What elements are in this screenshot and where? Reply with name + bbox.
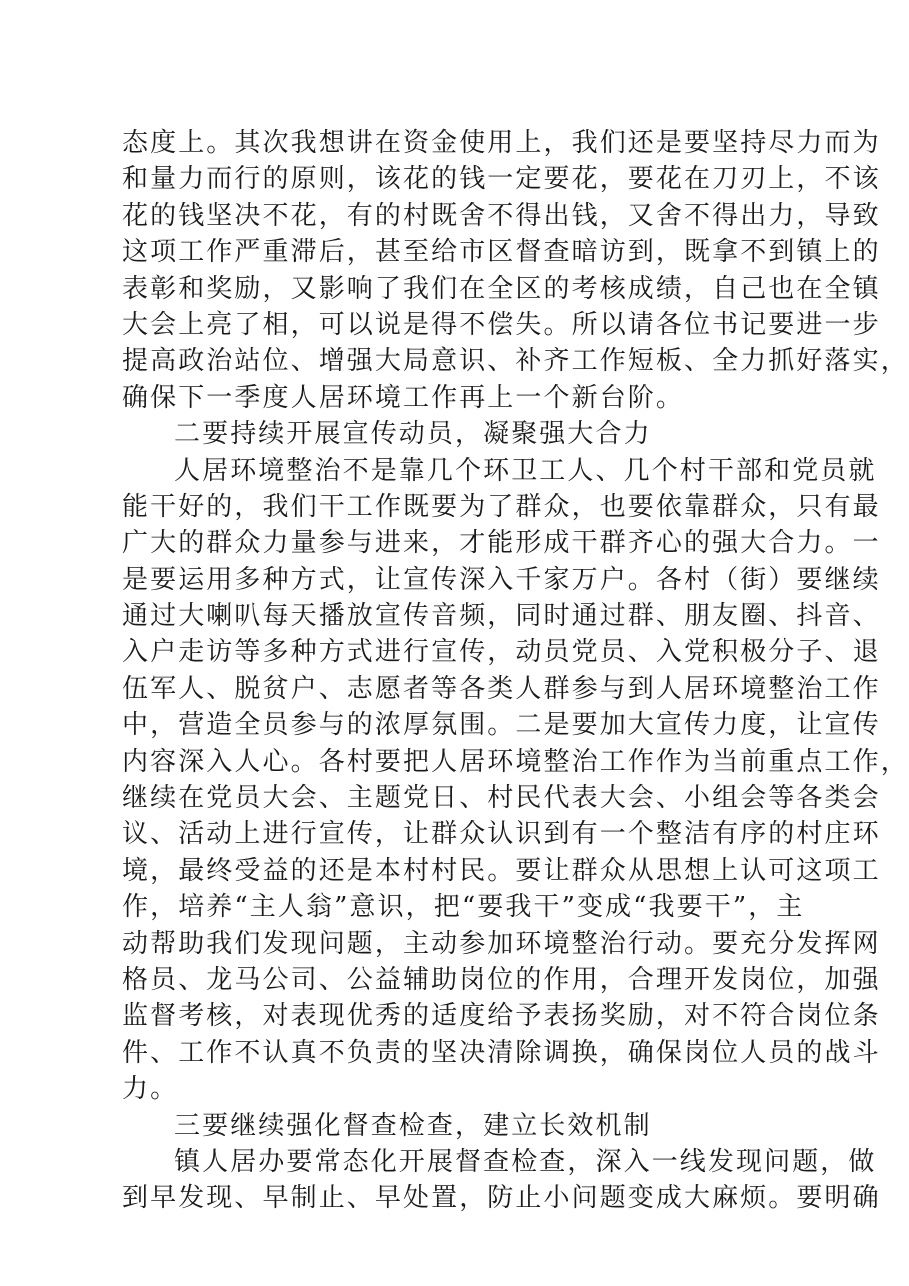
- text-line: 到早发现、早制止、早处置，防止小问题变成大麻烦。要明确: [122, 1183, 881, 1214]
- text-line: 中，营造全员参与的浓厚氛围。二是要加大宣传力度，让宣传: [122, 710, 881, 741]
- text-line: 这项工作严重滞后，甚至给市区督查暗访到，既拿不到镇上的: [122, 237, 881, 268]
- text-line: 广大的群众力量参与进来，才能形成干群齐心的强大合力。一: [122, 528, 881, 559]
- text-line: 态度上。其次我想讲在资金使用上，我们还是要坚持尽力而为: [122, 128, 881, 158]
- text-line: 伍军人、脱贫户、志愿者等各类人群参与到人居环境整治工作: [122, 673, 881, 704]
- text-line: 内容深入人心。各村要把人居环境整治工作作为当前重点工作，: [122, 746, 909, 777]
- text-line: 力。: [122, 1074, 179, 1105]
- text-line: 大会上亮了相，可以说是得不偿失。所以请各位书记要进一步: [122, 309, 881, 340]
- text-line: 表彰和奖励，又影响了我们在全区的考核成绩，自己也在全镇: [122, 273, 881, 304]
- text-line: 动帮助我们发现问题，主动参加环境整治行动。要充分发挥网: [122, 928, 881, 959]
- text-line: 是要运用多种方式，让宣传深入千家万户。各村（街）要继续: [122, 564, 881, 595]
- text-line: 作，培养“主人翁”意识，把“要我干”变成“我要干”，主: [122, 892, 805, 923]
- text-line: 议、活动上进行宣传，让群众认识到有一个整洁有序的村庄环: [122, 819, 881, 850]
- text-line: 确保下一季度人居环境工作再上一个新台阶。: [122, 382, 685, 413]
- text-line: 能干好的，我们干工作既要为了群众，也要依靠群众，只有最: [122, 491, 881, 522]
- section-heading: 二要持续开展宣传动员，凝聚强大合力: [174, 419, 652, 450]
- text-line: 监督考核，对表现优秀的适度给予表扬奖励，对不符合岗位条: [122, 1001, 881, 1032]
- text-line: 镇人居办要常态化开展督查检查，深入一线发现问题，做: [174, 1146, 877, 1177]
- text-line: 境，最终受益的还是本村村民。要让群众从思想上认可这项工: [122, 855, 881, 886]
- text-line: 提高政治站位、增强大局意识、补齐工作短板、全力抓好落实，: [122, 346, 909, 377]
- text-line: 人居环境整治不是靠几个环卫工人、几个村干部和党员就: [174, 455, 877, 486]
- text-line: 通过大喇叭每天播放宣传音频，同时通过群、朋友圈、抖音、: [122, 601, 881, 632]
- text-line: 入户走访等多种方式进行宣传，动员党员、入党积极分子、退: [122, 637, 881, 668]
- section-heading: 三要继续强化督查检查，建立长效机制: [174, 1110, 652, 1141]
- text-line: 格员、龙马公司、公益辅助岗位的作用，合理开发岗位，加强: [122, 964, 881, 995]
- document-body: [122, 125, 909, 1217]
- text-line: 花的钱坚决不花，有的村既舍不得出钱，又舍不得出力，导致: [122, 200, 881, 231]
- text-line: 和量力而行的原则，该花的钱一定要花，要花在刀刃上，不该: [122, 164, 881, 195]
- text-line: 件、工作不认真不负责的坚决清除调换，确保岗位人员的战斗: [122, 1037, 881, 1068]
- text-line: 继续在党员大会、主题党日、村民代表大会、小组会等各类会: [122, 783, 881, 814]
